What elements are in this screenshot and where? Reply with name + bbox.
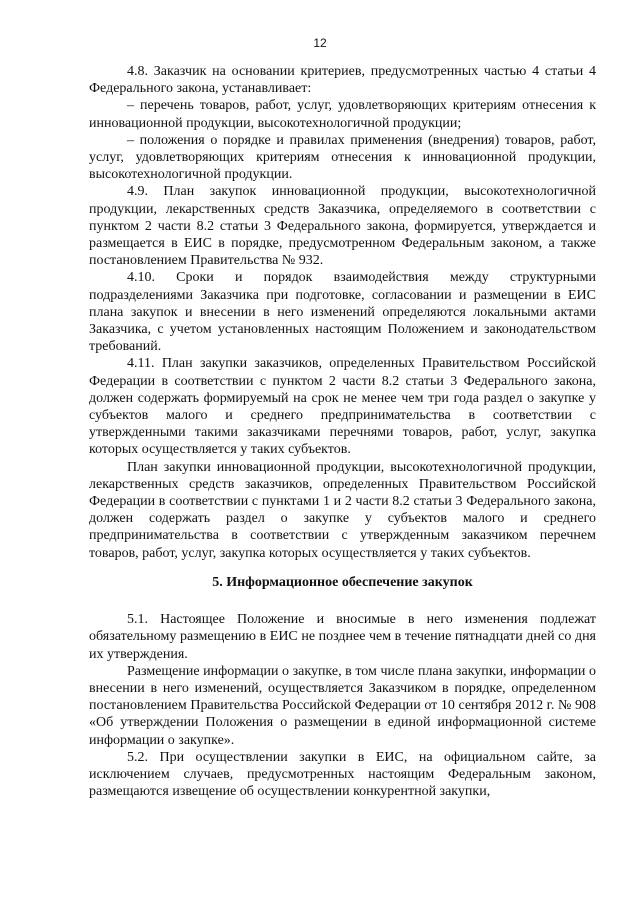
paragraph-info-placement: Размещение информации о закупке, в том числе плана закупки, информации о внесении в него изменений, осуществляется Заказчиком в порядке, определенном постановлением Правительства Российской Федерации от 10 сентября 2012 г. № 908 «Об утверждении Положения о размещении в единой информационной системе информации о закупке». bbox=[89, 663, 596, 748]
list-item-innovative-products: – перечень товаров, работ, услуг, удовлетворяющих критериям отнесения к инновационной продукции, высокотехнологичной продукции; bbox=[89, 98, 596, 131]
paragraph-5-1: 5.1. Настоящее Положение и вносимые в него изменения подлежат обязательному размещению в ЕИС не позднее чем в течение пятнадцати дней со дня их утверждения. bbox=[89, 612, 596, 662]
paragraph-5-2: 5.2. При осуществлении закупки в ЕИС, на официальном сайте, за исключением случаев, предусмотренных настоящим Федеральным законом, размещаются извещение об осуществлении конкурентной закупки, bbox=[89, 749, 596, 800]
paragraph-4-8: 4.8. Заказчик на основании критериев, предусмотренных частью 4 статьи 4 Федерального закона, устанавливает: bbox=[89, 64, 596, 97]
paragraph-innovation-plan: План закупки инновационной продукции, высокотехнологичной продукции, лекарственных средств заказчиков, определенных Правительством Российской Федерации в соответствии с пунктами 1 и 2 части 8.2 статьи 3 Федерального закона, должен содержать раздел о закупке у субъектов малого и среднего предпринимательства в соответствии с утвержденным заказчиком перечнем товаров, работ, услуг, закупка которых осуществляется у таких субъектов. bbox=[89, 459, 596, 561]
paragraph-4-11: 4.11. План закупки заказчиков, определенных Правительством Российской Федерации в соответствии с пунктом 2 части 8.2 статьи 3 Федерального закона, должен содержать формируемый на срок не менее чем три года раздел о закупке у субъектов малого и среднего предпринимательства в соответствии с утвержденными такими заказчиками перечнями товаров, работ, услуг, закупка которых осуществляется у таких субъектов. bbox=[89, 356, 596, 458]
section-heading: 5. Информационное обеспечение закупок bbox=[212, 574, 473, 590]
document-body bbox=[89, 63, 596, 800]
page-number: 12 bbox=[313, 36, 327, 50]
list-item-application-rules: – положения о порядке и правилах применения (внедрения) товаров, работ, услуг, удовлетворяющих критериям отнесения к инновационной продукции, высокотехнологичной продукции. bbox=[89, 132, 596, 183]
paragraph-4-9: 4.9. План закупок инновационной продукции, высокотехнологичной продукции, лекарственных средств Заказчика, определяемого в соответствии с пунктом 2 части 8.2 статьи 3 Федерального закона, формируется, утверждается и размещается в ЕИС в порядке, предусмотренном Федеральным законом, а также постановлением Правительства № 932. bbox=[89, 184, 596, 269]
paragraph-4-10: 4.10. Сроки и порядок взаимодействия между структурными подразделениями Заказчика при подготовке, согласовании и размещении в ЕИС плана закупок и внесении в него изменений определяются локальными актами Заказчика, с учетом установленных настоящим Положением и законодательством требований. bbox=[89, 270, 596, 355]
